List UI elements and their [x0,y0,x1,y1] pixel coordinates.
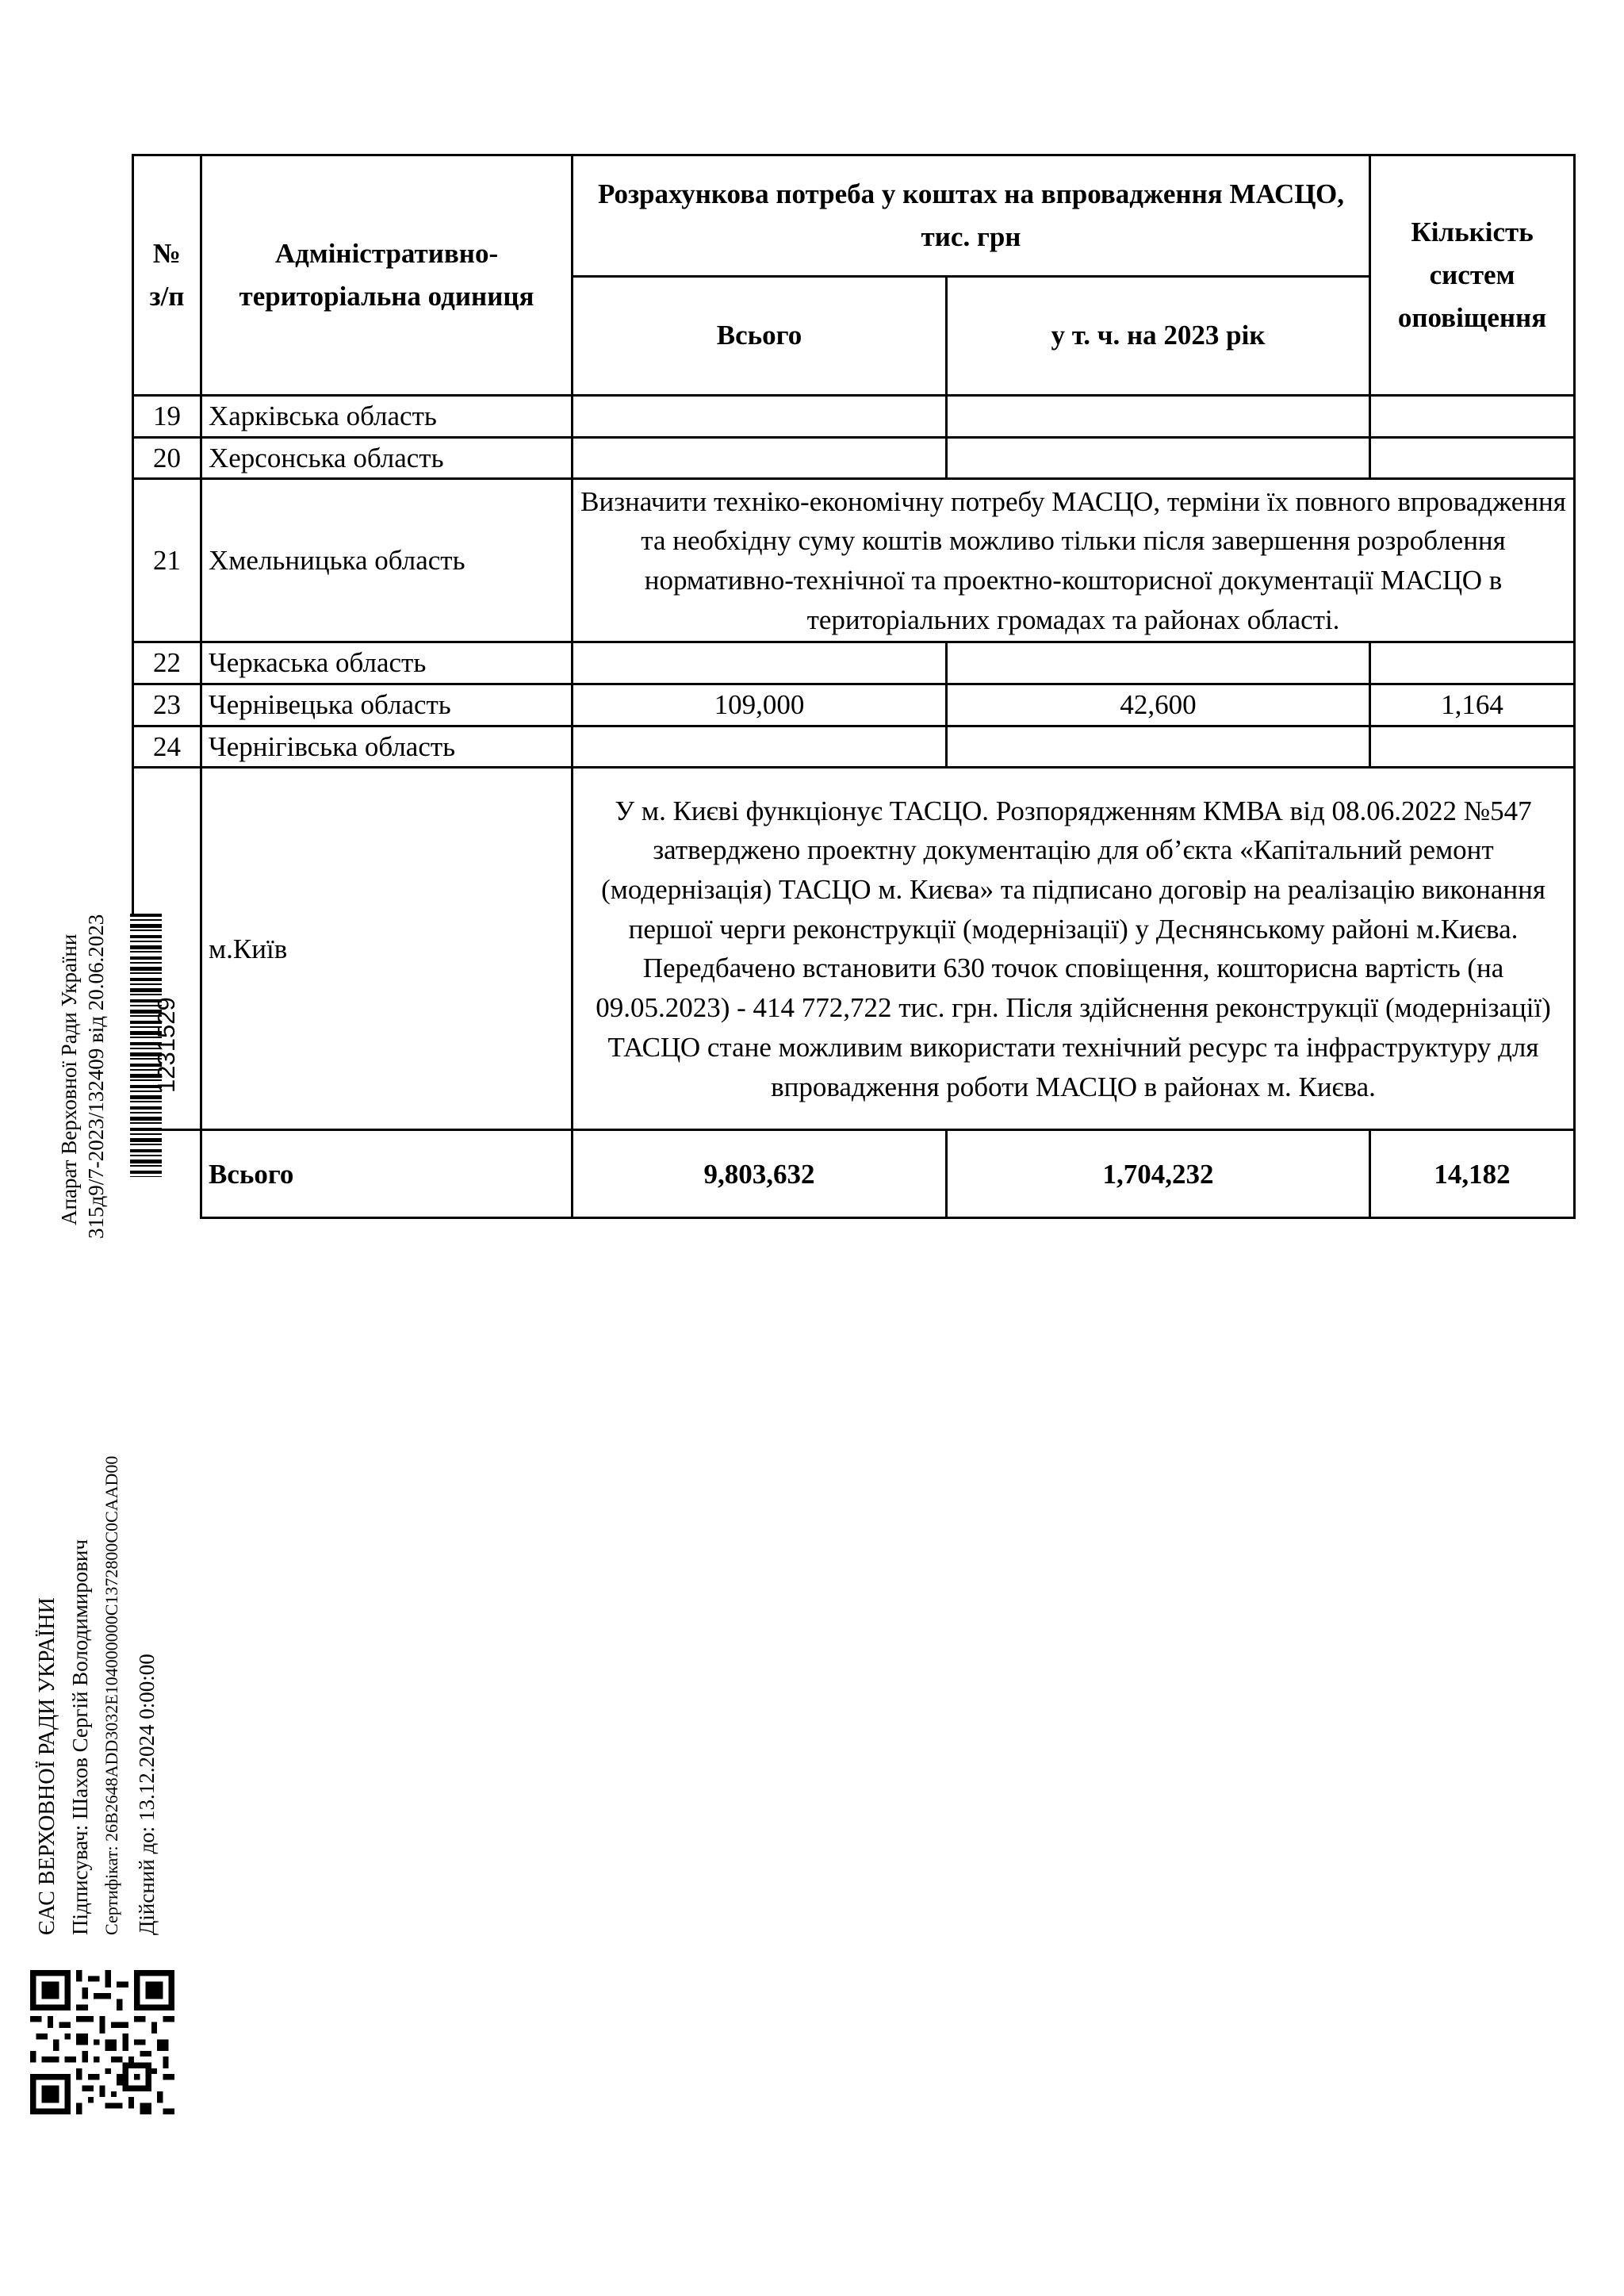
total-sum: 9,803,632 [573,1130,947,1218]
header-total: Всього [573,277,947,396]
total-year: 1,704,232 [947,1130,1370,1218]
table-row [133,396,1575,438]
row-name: Чернігівська область [201,726,573,768]
row-total: 109,000 [573,684,947,726]
row-year: 42,600 [947,684,1370,726]
stamp-reg-number: 315д9/7-2023/132409 від 20.06.2023 [84,914,108,1239]
row-num: 21 [133,479,201,642]
header-year: у т. ч. на 2023 рік [947,277,1370,396]
row-count [1370,396,1575,438]
header-count: Кількість систем оповіщення [1370,155,1575,396]
row-total [573,396,947,438]
row-note: Визначити техніко-економічну потребу МАСЦО, терміни їх повного впровадження та необхідну суму коштів можливо тільки після завершення розроблення нормативно-технічної та проектно-кошторисної документації МАСЦО в територіальних громадах та районах області. [573,479,1575,642]
row-year [947,396,1370,438]
row-name: м.Київ [201,768,573,1130]
table-row [133,479,1575,642]
signature-valid-until: Дійсний до: 13.12.2024 0:00:00 [135,1654,159,1935]
row-num: 19 [133,396,201,438]
row-name: Харківська область [201,396,573,438]
row-total [573,437,947,479]
row-note: У м. Києві функціонує ТАСЦО. Розпорядженням КМВА від 08.06.2022 №547 затверджено проектну документацію для об’єкта «Капітальний ремонт (модернізація) ТАСЦО м. Києва» та підписано договір на реалізацію виконання першої черги реконструкції (модернізації) у Деснянському районі м.Києва. Передбачено встановити 630 точок сповіщення, кошторисна вартість (на 09.05.2023) - 414 772,722 тис. грн. Після здійснення реконструкції (модернізації) ТАСЦО стане можливим використати технічний ресурс та інфраструктуру для впровадження роботи МАСЦО в районах м. Києва. [573,768,1575,1130]
row-name: Хмельницька область [201,479,573,642]
table-row [133,684,1575,726]
row-name: Черкаська область [201,642,573,684]
row-total [573,726,947,768]
header-need: Розрахункова потреба у коштах на впровадження МАСЦО, тис. грн [573,155,1370,277]
table-row [133,726,1575,768]
row-name: Чернівецька область [201,684,573,726]
stamp-barcode-number: 1231529 [152,997,180,1093]
row-num: 23 [133,684,201,726]
table-row [133,768,1575,1130]
total-count: 14,182 [1370,1130,1575,1218]
row-year [947,642,1370,684]
row-total [573,642,947,684]
row-year [947,437,1370,479]
row-count [1370,642,1575,684]
signature-certificate: Сертифікат: 26B2648ADD3032E104000000C1372800C0CAAD00 [102,1455,121,1935]
qr-code-icon [30,1970,174,2114]
total-label: Всього [201,1130,573,1218]
total-row [133,1130,1575,1218]
signature-signer: Підписувач: Шахов Сергій Володимирович [68,1539,92,1935]
allocation-table [132,154,1576,1219]
header-num: № з/п [133,155,201,396]
row-count: 1,164 [1370,684,1575,726]
row-year [947,726,1370,768]
row-count [1370,437,1575,479]
row-num: 20 [133,437,201,479]
row-num: 24 [133,726,201,768]
header-unit: Адміністративно-територіальна одиниця [201,155,573,396]
table-row [133,642,1575,684]
table-row [133,437,1575,479]
row-num: 22 [133,642,201,684]
row-count [1370,726,1575,768]
row-name: Херсонська область [201,437,573,479]
signature-system: ЄАС ВЕРХОВНОЇ РАДИ УКРАЇНИ [35,1597,59,1935]
stamp-apparatus: Апарат Верховної Ради України [57,933,81,1225]
